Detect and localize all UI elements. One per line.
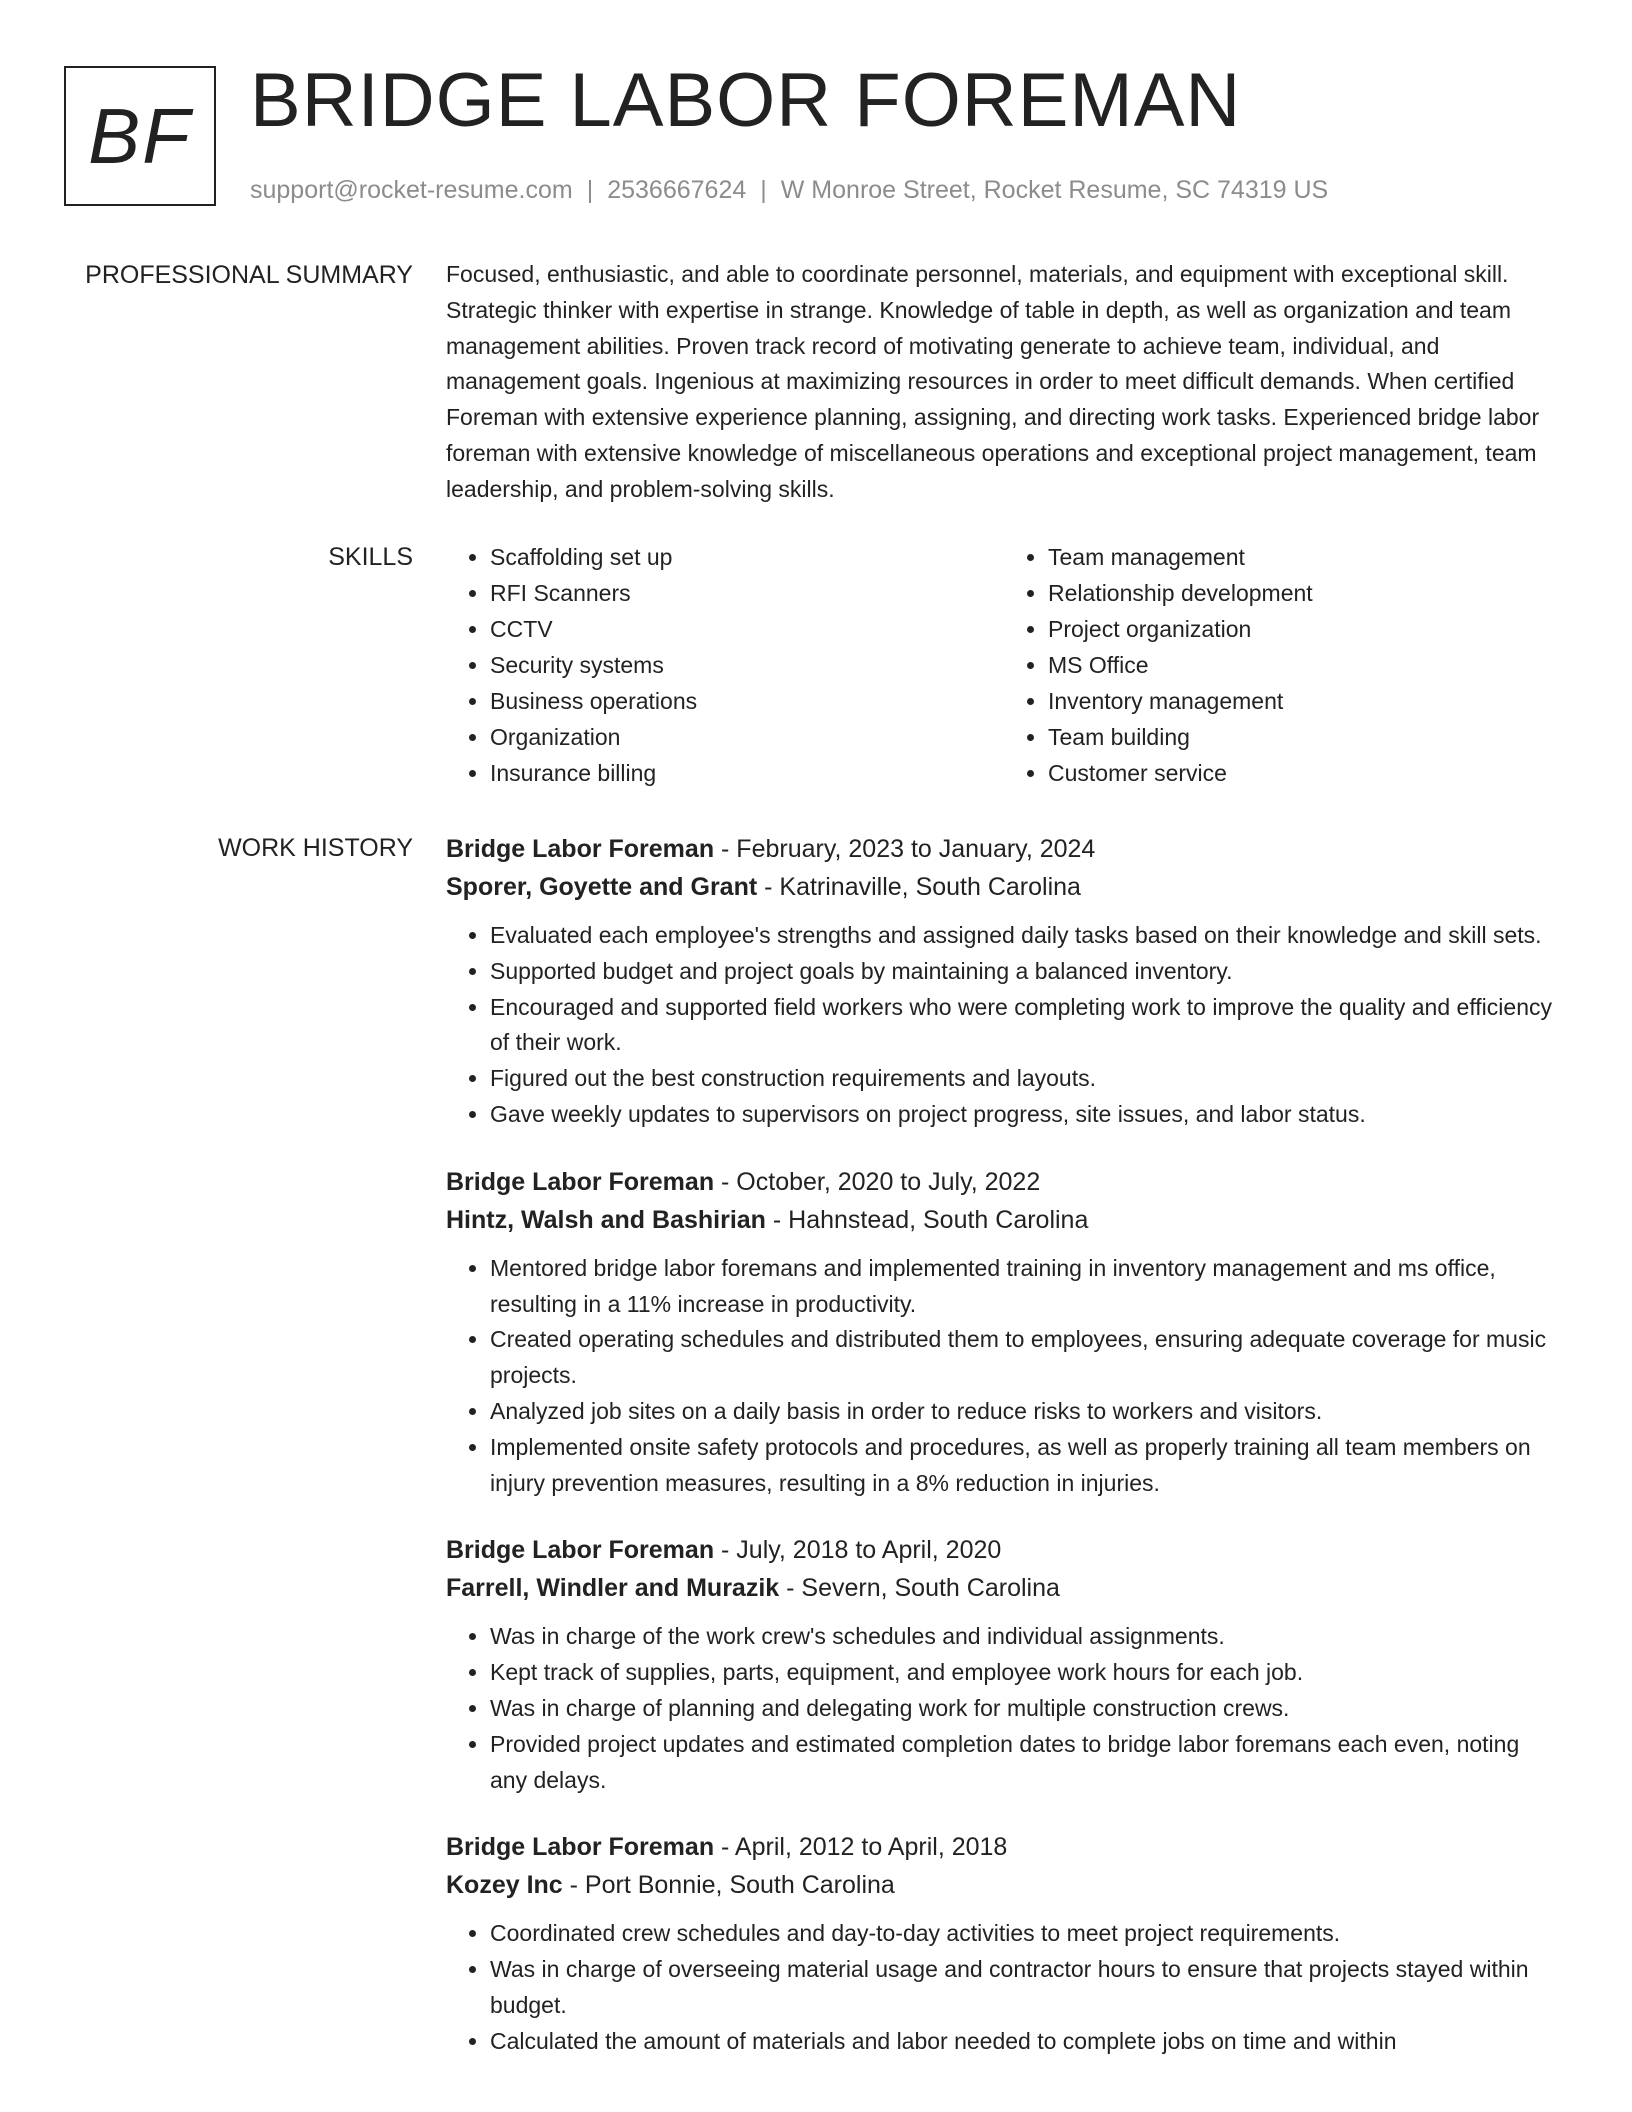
job-bullet: • Figured out the best construction requirements and layouts. bbox=[490, 1061, 1562, 1097]
job-dates: - October, 2020 to July, 2022 bbox=[714, 1167, 1041, 1196]
job-entry bbox=[446, 1828, 1562, 2059]
job-company: Sporer, Goyette and Grant bbox=[446, 873, 758, 901]
job-bullet: • Evaluated each employee's strengths and assigned daily tasks based on their knowledge and skill sets. bbox=[490, 918, 1562, 954]
job-bullets bbox=[446, 918, 1562, 1133]
contact-email[interactable]: support@rocket-resume.com bbox=[250, 176, 573, 204]
contact-address: W Monroe Street, Rocket Resume, SC 74319 US bbox=[780, 176, 1329, 204]
skill-item: • Business operations bbox=[490, 683, 1004, 719]
skills-list-right bbox=[1004, 539, 1562, 791]
monogram: BF bbox=[64, 66, 216, 206]
job-title: Bridge Labor Foreman bbox=[446, 1167, 715, 1196]
job-bullet: • Implemented onsite safety protocols and procedures, as well as properly training all team members on injury prevention measures, resulting in a 8% reduction in injuries. bbox=[490, 1430, 1562, 1502]
job-bullet: • Created operating schedules and distributed them to employees, ensuring adequate coverage for music projects. bbox=[490, 1322, 1562, 1394]
job-bullet: • Analyzed job sites on a daily basis in order to reduce risks to workers and visitors. bbox=[490, 1394, 1562, 1430]
job-location: - Hahnstead, South Carolina bbox=[765, 1205, 1089, 1234]
job-company: Kozey Inc bbox=[446, 1871, 563, 1900]
job-title: Bridge Labor Foreman bbox=[446, 1536, 715, 1565]
job-title-line bbox=[446, 1163, 1562, 1201]
job-bullet: • Supported budget and project goals by maintaining a balanced inventory. bbox=[490, 954, 1562, 990]
job-company-line bbox=[446, 1866, 1562, 1904]
skill-item: • MS Office bbox=[1048, 647, 1562, 683]
contact-line bbox=[250, 175, 1328, 205]
job-entry bbox=[446, 1163, 1562, 1502]
job-title: Bridge Labor Foreman bbox=[446, 1833, 715, 1862]
summary-text: Focused, enthusiastic, and able to coordinate personnel, materials, and equipment with exceptional skill. Strategic thinker with expertise in strange. Knowledge of table in depth, as well as organization and team management abilities. Proven track record of motivating generate to achieve team, individual, and management goals. Ingenious at maximizing resources in order to meet difficult demands. When certified Foreman with extensive experience planning, assigning, and directing work tasks. Experienced bridge labor foreman with extensive knowledge of miscellaneous operations and exceptional project management, team leadership, and problem-solving skills. bbox=[446, 261, 1540, 502]
skill-item: • Project organization bbox=[1048, 611, 1562, 647]
job-title-line bbox=[446, 1531, 1562, 1569]
job-location: - Port Bonnie, South Carolina bbox=[562, 1871, 895, 1900]
work-history-heading: WORK HISTORY bbox=[218, 834, 413, 862]
job-title-line bbox=[446, 830, 1562, 868]
job-location: - Severn, South Carolina bbox=[779, 1574, 1060, 1603]
contact-separator: | bbox=[586, 176, 594, 204]
skill-item: • Relationship development bbox=[1048, 575, 1562, 611]
job-bullet: • Calculated the amount of materials and labor needed to complete jobs on time and within bbox=[490, 2024, 1562, 2060]
job-bullet: • Was in charge of planning and delegating work for multiple construction crews. bbox=[490, 1691, 1562, 1727]
job-bullet: • Mentored bridge labor foremans and implemented training in inventory management and ms office, resulting in a 11% increase in productivity. bbox=[490, 1251, 1562, 1323]
skill-item: • Security systems bbox=[490, 647, 1004, 683]
job-bullet: • Coordinated crew schedules and day-to-day activities to meet project requirements. bbox=[490, 1916, 1562, 1952]
summary-heading: PROFESSIONAL SUMMARY bbox=[85, 261, 413, 289]
skill-item: • Inventory management bbox=[1048, 683, 1562, 719]
job-entry bbox=[446, 1531, 1562, 1798]
skill-item: • Team building bbox=[1048, 719, 1562, 755]
job-dates: - April, 2012 to April, 2018 bbox=[714, 1833, 1008, 1862]
job-bullet: • Encouraged and supported field workers who were completing work to improve the quality and efficiency of their work. bbox=[490, 990, 1562, 1062]
job-company-line bbox=[446, 1569, 1562, 1607]
job-entry bbox=[446, 830, 1562, 1133]
job-bullets bbox=[446, 1251, 1562, 1502]
job-dates: - February, 2023 to January, 2024 bbox=[714, 835, 1096, 863]
job-company-line bbox=[446, 1201, 1562, 1239]
job-company-line bbox=[446, 868, 1562, 906]
skill-item: • Customer service bbox=[1048, 755, 1562, 791]
resume-name: BRIDGE LABOR FOREMAN bbox=[250, 58, 1242, 143]
skill-item: • RFI Scanners bbox=[490, 575, 1004, 611]
job-company: Farrell, Windler and Murazik bbox=[446, 1574, 780, 1603]
job-bullet: • Kept track of supplies, parts, equipment, and employee work hours for each job. bbox=[490, 1655, 1562, 1691]
job-bullets bbox=[446, 1916, 1562, 2059]
job-title: Bridge Labor Foreman bbox=[446, 835, 715, 863]
contact-phone[interactable]: 2536667624 bbox=[607, 176, 747, 204]
job-bullet: • Was in charge of overseeing material usage and contractor hours to ensure that projects stayed within budget. bbox=[490, 1952, 1562, 2024]
skill-item: • Scaffolding set up bbox=[490, 539, 1004, 575]
job-bullets bbox=[446, 1619, 1562, 1798]
job-bullet: • Was in charge of the work crew's schedules and individual assignments. bbox=[490, 1619, 1562, 1655]
skill-item: • Team management bbox=[1048, 539, 1562, 575]
job-bullet: • Gave weekly updates to supervisors on project progress, site issues, and labor status. bbox=[490, 1097, 1562, 1133]
skill-item: • Insurance billing bbox=[490, 755, 1004, 791]
job-dates: - July, 2018 to April, 2020 bbox=[714, 1536, 1002, 1565]
skill-item: • CCTV bbox=[490, 611, 1004, 647]
job-company: Hintz, Walsh and Bashirian bbox=[446, 1205, 766, 1234]
job-bullet: • Provided project updates and estimated completion dates to bridge labor foremans each even, noting any delays. bbox=[490, 1727, 1562, 1799]
job-location: - Katrinaville, South Carolina bbox=[757, 873, 1081, 901]
skill-item: • Organization bbox=[490, 719, 1004, 755]
skills-list-left bbox=[446, 539, 1004, 791]
skills-heading: SKILLS bbox=[328, 543, 413, 571]
contact-separator: | bbox=[760, 176, 767, 204]
job-title-line bbox=[446, 1828, 1562, 1866]
